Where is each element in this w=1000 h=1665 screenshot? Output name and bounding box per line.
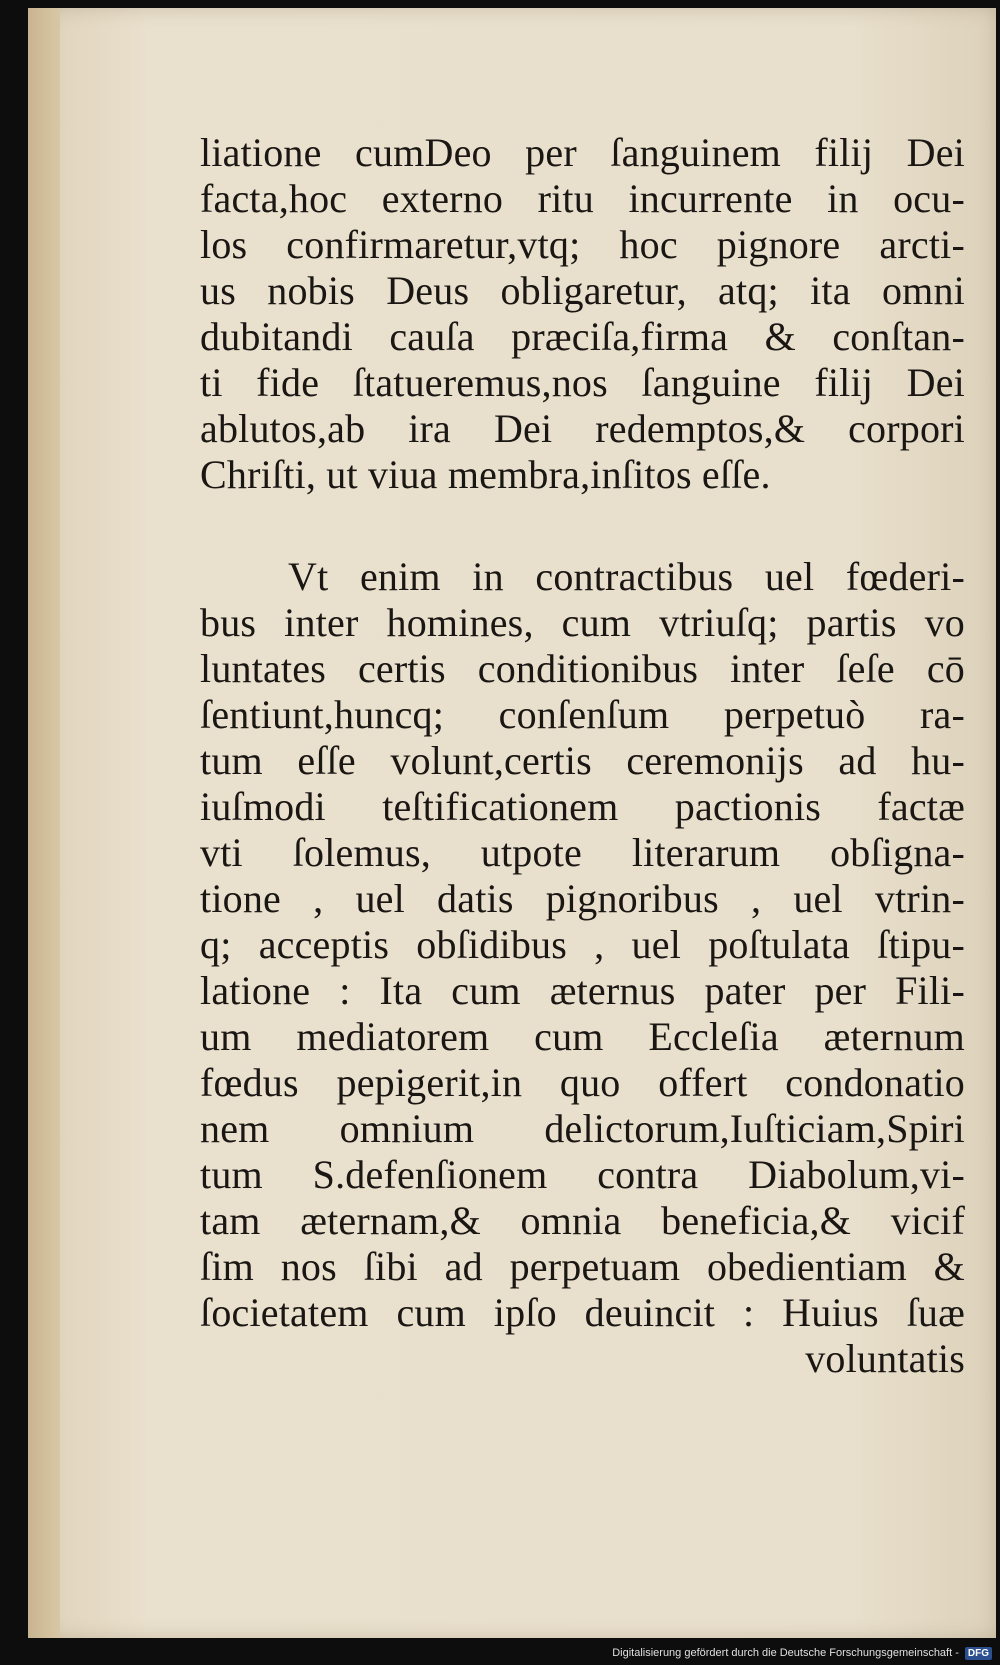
text-line: ſocietatem cum ipſo deuincit : Huius ſuæ [200, 1290, 965, 1335]
dfg-logo: DFG [965, 1647, 992, 1660]
text-line: liatione cumDeo per ſanguinem filij Dei [200, 130, 965, 175]
page-edge [28, 8, 60, 1638]
text-line-first [200, 554, 965, 600]
text-line: nem omnium delictorum,Iuſticiam,Spiri [200, 1106, 965, 1151]
text-line: iuſmodi teſtificationem pactionis factæ [200, 784, 965, 829]
text-line-content: Vt enim in contractibus uel fœderi- [288, 554, 965, 599]
text-line: ti fide ſtatueremus,nos ſanguine filij Dei [200, 360, 965, 405]
paragraph-2 [200, 554, 965, 1336]
text-line: Chriſti, ut viua membra,inſitos eſſe. [200, 452, 771, 497]
text-line: latione : Ita cum æternus pater per Fili- [200, 968, 965, 1013]
catchword: voluntatis [805, 1336, 965, 1381]
page-text [200, 130, 965, 1382]
text-line: fœdus pepigerit,in quo offert condonatio [200, 1060, 965, 1105]
text-line: q; acceptis obſidibus , uel poſtulata ſtipu- [200, 922, 965, 967]
text-line: ſentiunt,huncq; conſenſum perpetuò ra- [200, 692, 965, 737]
footer-bar [0, 1641, 1000, 1665]
text-line: um mediatorem cum Eccleſia æternum [200, 1014, 965, 1059]
text-line: dubitandi cauſa præciſa,firma & conſtan- [200, 314, 965, 359]
text-line: vti ſolemus, utpote literarum obſigna- [200, 830, 965, 875]
text-line: ſim nos ſibi ad perpetuam obedientiam & [200, 1244, 965, 1289]
text-line: los confirmaretur,vtq; hoc pignore arcti- [200, 222, 965, 267]
text-line: tum S.defenſionem contra Diabolum,vi- [200, 1152, 965, 1197]
text-line: us nobis Deus obligaretur, atq; ita omni [200, 268, 965, 313]
text-line: tione , uel datis pignoribus , uel vtrin- [200, 876, 965, 921]
text-line: ablutos,ab ira Dei redemptos,& corpori [200, 406, 965, 451]
paragraph-gap [200, 498, 965, 554]
paragraph-1 [200, 130, 965, 498]
text-line: tam æternam,& omnia beneficia,& vicif [200, 1198, 965, 1243]
text-line: bus inter homines, cum vtriuſq; partis vo [200, 600, 965, 645]
text-line: facta,hoc externo ritu incurrente in ocu- [200, 176, 965, 221]
funding-credit: Digitalisierung gefördert durch die Deutsche Forschungsgemeinschaft - [612, 1647, 959, 1659]
text-line: tum eſſe volunt,certis ceremonijs ad hu- [200, 738, 965, 783]
text-line: luntates certis conditionibus inter ſeſe cō [200, 646, 965, 691]
